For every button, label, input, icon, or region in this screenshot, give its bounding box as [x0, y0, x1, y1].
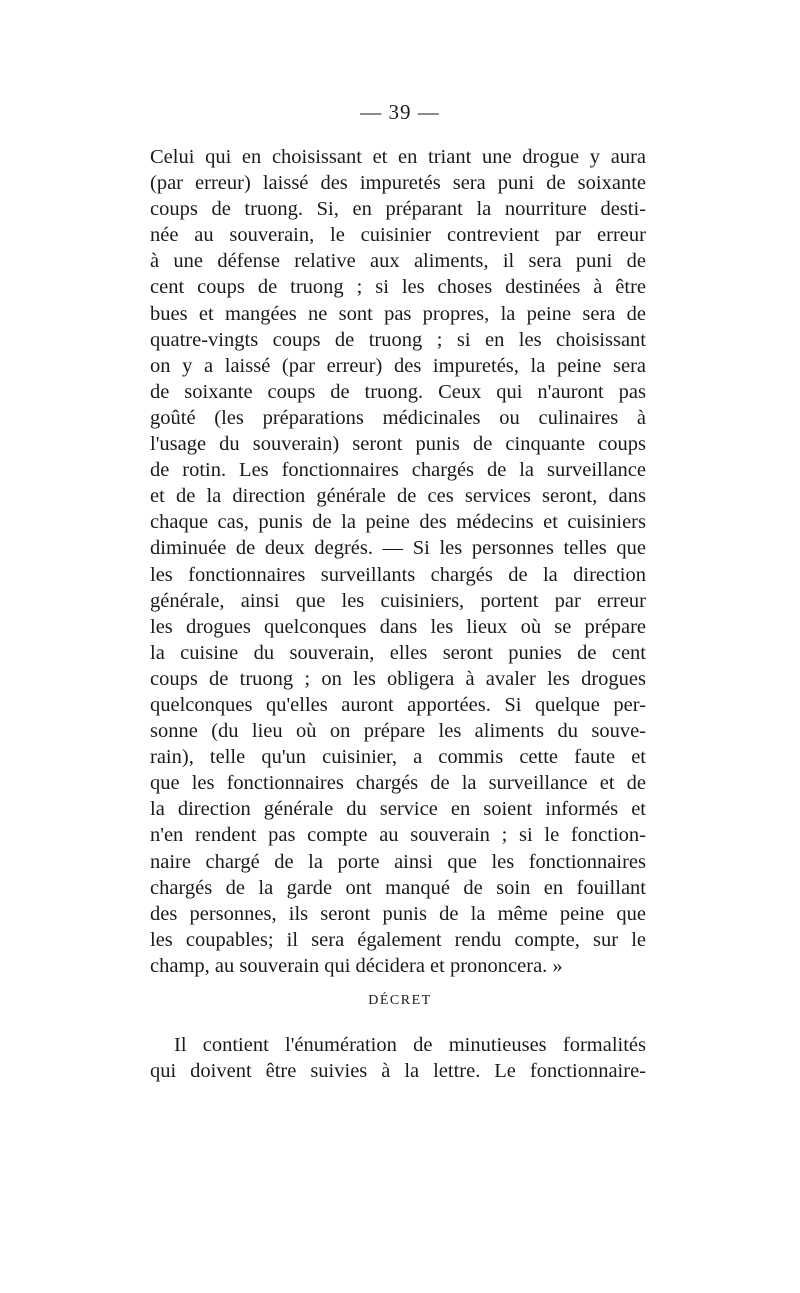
- text-line: on y a laissé (par erreur) des impuretés, la peine sera: [150, 354, 646, 377]
- text-line: n'en rendent pas compte au souverain ; si le fonction-: [150, 824, 646, 847]
- text-line: née au souverain, le cuisinier contrevient par erreur: [150, 224, 646, 247]
- text-line: qui doivent être suivies à la lettre. Le fonctionnaire-: [150, 1060, 646, 1083]
- main-paragraph: [150, 144, 646, 979]
- page-number: — 39 —: [360, 100, 440, 124]
- text-line: naire chargé de la porte ainsi que les fonctionnaires: [150, 850, 646, 873]
- text-line: la direction générale du service en soient informés et: [150, 798, 646, 821]
- text-line: et de la direction générale de ces services seront, dans: [150, 485, 646, 508]
- text-line: de soixante coups de truong. Ceux qui n'auront pas: [150, 380, 646, 403]
- text-line: les fonctionnaires surveillants chargés de la direction: [150, 563, 646, 586]
- text-line: la cuisine du souverain, elles seront punies de cent: [150, 641, 646, 664]
- text-line: l'usage du souverain) seront punis de cinquante coups: [150, 433, 646, 456]
- section-heading: DÉCRET: [368, 993, 432, 1008]
- text-line: champ, au souverain qui décidera et prononcera. »: [150, 954, 563, 977]
- text-line: quatre-vingts coups de truong ; si en les choisissant: [150, 328, 646, 351]
- text-line: les drogues quelconques dans les lieux où se prépare: [150, 615, 646, 638]
- text-line: des personnes, ils seront punis de la même peine que: [150, 902, 646, 925]
- text-line: de rotin. Les fonctionnaires chargés de la surveillance: [150, 459, 646, 482]
- text-line: que les fonctionnaires chargés de la surveillance et de: [150, 772, 646, 795]
- text-line: générale, ainsi que les cuisiniers, portent par erreur: [150, 589, 646, 612]
- text-line: goûté (les préparations médicinales ou culinaires à: [150, 406, 646, 429]
- text-line: sonne (du lieu où on prépare les aliments du souve-: [150, 720, 646, 743]
- text-line: à une défense relative aux aliments, il sera puni de: [150, 250, 646, 273]
- text-line: chargés de la garde ont manqué de soin en fouillant: [150, 876, 646, 899]
- text-line: Il contient l'énumération de minutieuses formalités: [174, 1034, 646, 1056]
- text-line: cent coups de truong ; si les choses destinées à être: [150, 276, 646, 299]
- text-line: les coupables; il sera également rendu compte, sur le: [150, 928, 646, 951]
- text-line: diminuée de deux degrés. — Si les personnes telles que: [150, 537, 646, 560]
- text-line: Celui qui en choisissant et en triant une drogue y aura: [150, 146, 646, 168]
- text-line: coups de truong ; on les obligera à avaler les drogues: [150, 667, 646, 690]
- text-line: bues et mangées ne sont pas propres, la peine sera de: [150, 302, 646, 325]
- text-line: quelconques qu'elles auront apportées. Si quelque per-: [150, 693, 646, 716]
- text-line: coups de truong. Si, en préparant la nourriture desti-: [150, 198, 646, 221]
- text-line: chaque cas, punis de la peine des médecins et cuisiniers: [150, 511, 646, 534]
- second-paragraph: [150, 1032, 646, 1084]
- text-line: (par erreur) laissé des impuretés sera puni de soixante: [150, 172, 646, 195]
- text-line: rain), telle qu'un cuisinier, a commis cette faute et: [150, 746, 646, 769]
